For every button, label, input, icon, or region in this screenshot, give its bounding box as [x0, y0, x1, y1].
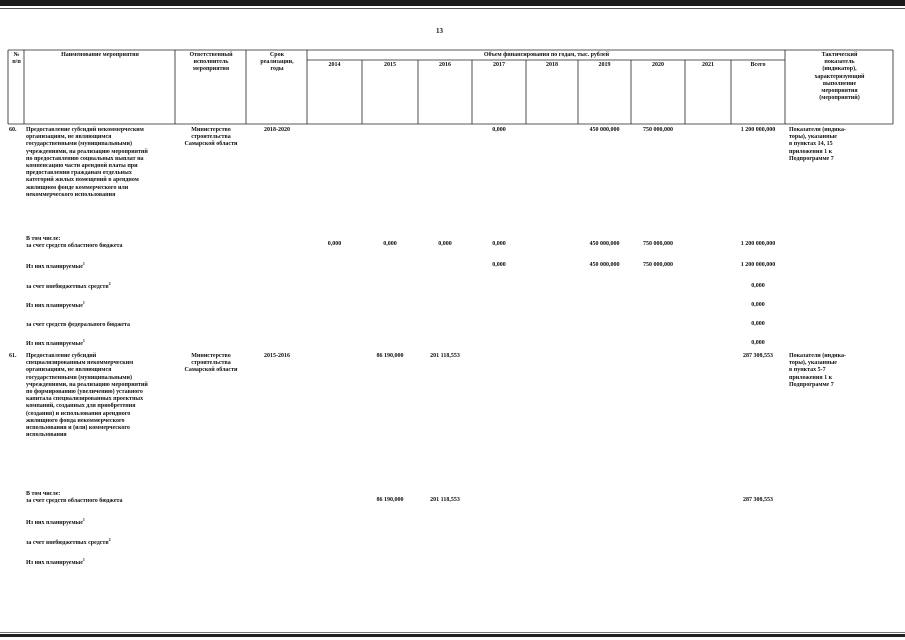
row-60-responsible: Министерство строительства Самарской области [184, 127, 238, 148]
row-61-2016: 201 118,553 [430, 353, 460, 359]
header-name: Наименование мероприятия [61, 52, 139, 58]
row-60-sub-extrabudget-total: 0,000 [751, 283, 765, 289]
header-year-2018: 2018 [546, 62, 558, 68]
row-61-sub-planned-1: Из них планируемые$^1$ [26, 517, 85, 526]
row-60-sub-regional: за счет средств областного бюджета [26, 243, 123, 249]
row-60-period: 2018-2020 [264, 127, 290, 133]
row-60-name: Предоставление субсидий некоммерческим организациям, не являющимся государственными (муниципальными) учреждениями, на реализацию мероприятий по предоставлению социальных выплат на компенсацию части арендной платы при предоставлении гражданам отдельных категорий жилых помещений в арендном жилищном фонде коммерческого или некоммерческого использования [26, 127, 148, 198]
row-60-2019: 450 000,000 [589, 127, 620, 133]
row-61-sub-regional-total: 287 308,553 [743, 497, 773, 503]
row-60-sub-federal: за счет средств федерального бюджета [26, 322, 131, 328]
row-60-sub-planned-1: Из них планируемые$^1$ [26, 261, 85, 270]
header-financing: Объем финансирования по годам, тыс. рублей [483, 52, 610, 58]
row-61-sub-extrabudget: за счет внебюджетных средств$^2$ [26, 537, 111, 546]
row-60-sub-planned-1-total: 1 200 000,000 [740, 262, 776, 268]
row-60-sub-regional-2015: 0,000 [383, 241, 397, 247]
header-year-2015: 2015 [384, 62, 396, 68]
header-indicator: Тактический показатель (индикатор), характеризующий выполнение мероприятия (мероприятий) [814, 52, 865, 102]
header-year-2020: 2020 [652, 62, 664, 68]
header-year-2021: 2021 [702, 62, 714, 68]
row-61-2015: 86 190,000 [376, 353, 404, 359]
row-60-sub-regional-2016: 0,000 [438, 241, 452, 247]
row-61-num: 61. [9, 353, 17, 359]
row-61-sub-regional: за счет средств областного бюджета [26, 498, 123, 504]
header-period: Срок реализации, годы [260, 52, 294, 73]
header-total: Всего [750, 62, 766, 68]
row-60-sub-regional-2014: 0,000 [327, 241, 342, 247]
row-60-including: В том числе: [26, 236, 61, 242]
row-60-total: 1 200 000,000 [740, 127, 776, 133]
row-60-sub-federal-total: 0,000 [751, 321, 765, 327]
row-61-sub-planned-2: Из них планируемые$^1$ [26, 557, 85, 566]
row-60-num: 60. [9, 127, 17, 133]
header-year-2016: 2016 [439, 62, 451, 68]
row-60-sub-regional-2017: 0,000 [492, 241, 506, 247]
row-60-sub-regional-2019: 450 000,000 [589, 241, 620, 247]
row-60-sub-planned-3-total: 0,000 [751, 340, 765, 346]
row-61-name: Предоставление субсидий специализированным некоммерческим организациям, не являющимся государственными (муниципальными) учреждениями, на реализацию мероприятий по формированию (увеличению) уставного капитала специализированных проектных компаний, созданных для приобретения (создания) и использования арендного жилищного фонда некоммерческого использования и (или) коммерческого использования [26, 353, 148, 439]
row-61-period: 2015-2016 [264, 353, 290, 359]
row-60-sub-planned-1-2017: 0,000 [492, 262, 506, 268]
header-year-2017: 2017 [493, 62, 505, 68]
row-60-sub-regional-2020: 750 000,000 [643, 241, 673, 247]
row-60-2017: 0,000 [492, 127, 506, 133]
row-60-2020: 750 000,000 [643, 127, 673, 133]
row-61-sub-regional-2015: 86 190,000 [376, 497, 404, 503]
row-61-sub-regional-2016: 201 118,553 [430, 497, 460, 503]
header-year-2019: 2019 [598, 62, 611, 68]
row-61-indicator: Показатели (индика- торы), указанные в пунктах 5-7 приложения 1 к Подпрограмме 7 [789, 353, 846, 388]
row-60-indicator: Показатели (индика- торы), указанные в пунктах 14, 15 приложения 1 к Подпрограмме 7 [789, 127, 846, 162]
row-60-sub-planned-1-2019: 450 000,000 [589, 262, 620, 268]
header-year-2014: 2014 [328, 62, 341, 68]
row-60-sub-planned-2-total: 0,000 [751, 302, 765, 308]
row-61-including: В том числе: [26, 491, 61, 497]
row-60-sub-extrabudget: за счет внебюджетных средств$^2$ [26, 281, 111, 290]
row-60-sub-planned-2: Из них планируемые$^1$ [26, 300, 85, 309]
page-number: 13 [436, 27, 443, 35]
header-num: № п/п [12, 52, 21, 66]
header-responsible: Ответственный исполнитель мероприятия [189, 52, 233, 73]
row-61-total: 287 308,553 [743, 353, 773, 359]
row-61-responsible: Министерство строительства Самарской области [184, 353, 238, 374]
row-60-sub-planned-3: Из них планируемые$^1$ [26, 338, 85, 347]
row-60-sub-regional-total: 1 200 000,000 [740, 241, 776, 247]
row-60-sub-planned-1-2020: 750 000,000 [643, 262, 673, 268]
